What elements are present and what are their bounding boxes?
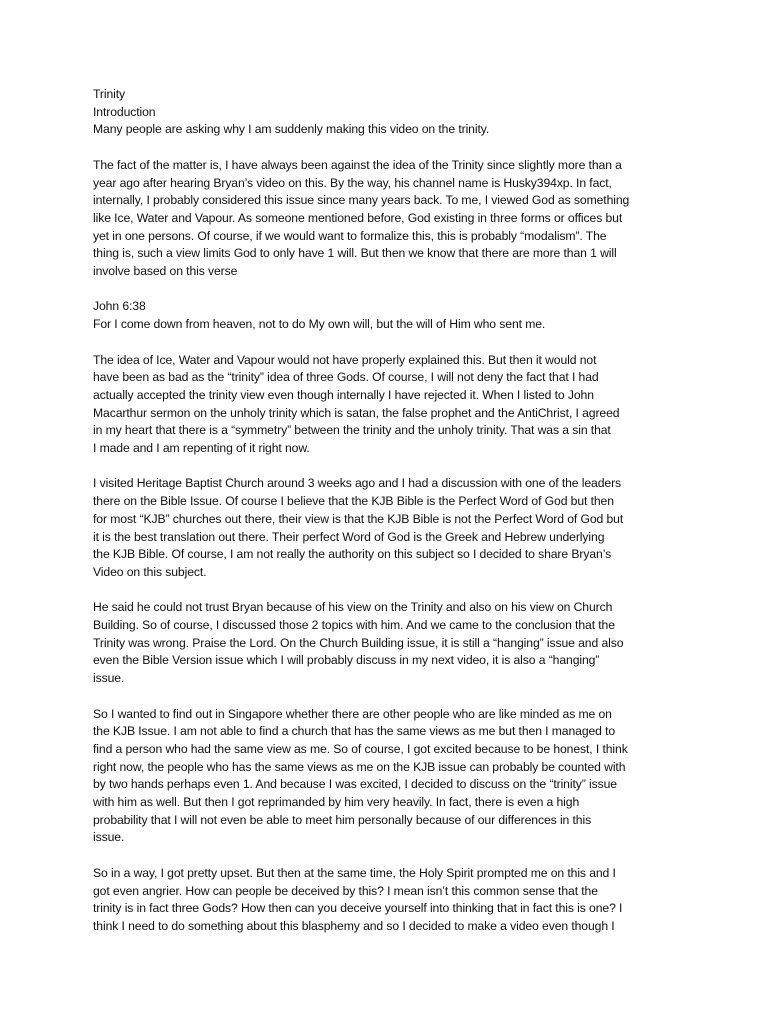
- paragraph-gap: [93, 582, 678, 600]
- document-title: Trinity: [93, 87, 126, 101]
- paragraph-gap: [93, 281, 678, 299]
- paragraph-1: [93, 157, 678, 281]
- text-line: issue.: [93, 830, 125, 845]
- verse-block: [93, 298, 678, 333]
- text-line: right now, the people who has the same views as me on the KJB issue can probably be counted with: [93, 759, 626, 774]
- paragraph-gap: [93, 458, 678, 476]
- text-line: the KJB Issue. I am not able to find a church that has the same views as me but then I managed to: [93, 724, 616, 739]
- section-heading: Introduction: [93, 104, 156, 119]
- text-line: The idea of Ice, Water and Vapour would not have properly explained this. But then it would not: [93, 352, 597, 367]
- text-line: issue.: [93, 671, 125, 686]
- text-line: probability that I will not even be able to meet him personally because of our differences in this: [93, 812, 592, 827]
- text-line: I visited Heritage Baptist Church around 3 weeks ago and I had a discussion with one of the leaders: [93, 476, 622, 491]
- text-line: year ago after hearing Bryan’s video on this. By the way, his channel name is Husky394xp. In fact,: [93, 175, 612, 190]
- paragraph-6: [93, 865, 678, 936]
- text-line: Macarthur sermon on the unholy trinity which is satan, the false prophet and the AntiChrist, I agreed: [93, 405, 620, 420]
- text-line: Building. So of course, I discussed those 2 topics with him. And we came to the conclusion that the: [93, 618, 615, 633]
- paragraph-3: [93, 475, 678, 581]
- text-line: by two hands perhaps even 1. And because I was excited, I decided to discuss on the “trinity” issue: [93, 777, 617, 792]
- text-line: yet in one persons. Of course, if we would want to formalize this, this is probably “modalism”. The: [93, 228, 607, 243]
- text-line: So I wanted to find out in Singapore whether there are other people who are like minded as me on: [93, 706, 612, 721]
- paragraph-gap: [93, 334, 678, 352]
- text-line: got even angrier. How can people be deceived by this? I mean isn’t this common sense that the: [93, 883, 598, 898]
- text-line: I made and I am repenting of it right now.: [93, 441, 310, 456]
- text-line: trinity is in fact three Gods? How then can you deceive yourself into thinking that in fact this is one? I: [93, 901, 623, 916]
- paragraph-4: [93, 599, 678, 688]
- text-line: Trinity was wrong. Praise the Lord. On the Church Building issue, it is still a “hanging” issue and also: [93, 635, 624, 650]
- paragraph-gap: [93, 139, 678, 157]
- paragraph-2: [93, 352, 678, 458]
- paragraph-gap: [93, 688, 678, 706]
- intro-line: Many people are asking why I am suddenly making this video on the trinity.: [93, 122, 490, 137]
- text-line: in my heart that there is a “symmetry” between the trinity and the unholy trinity. That was a sin that: [93, 423, 611, 438]
- text-line: think I need to do something about this blasphemy and so I decided to make a video even though I: [93, 918, 615, 933]
- text-line: actually accepted the trinity view even though internally I have rejected it. When I listed to John: [93, 387, 594, 402]
- text-line: Video on this subject.: [93, 564, 207, 579]
- text-line: the KJB Bible. Of course, I am not really the authority on this subject so I decided to share Bryan’s: [93, 547, 612, 562]
- text-line: thing is, such a view limits God to only have 1 will. But then we know that there are more than 1 will: [93, 246, 617, 261]
- text-line: have been as bad as the “trinity” idea of three Gods. Of course, I will not deny the fact that I had: [93, 370, 599, 385]
- text-line: The fact of the matter is, I have always been against the idea of the Trinity since slightly more than a: [93, 157, 622, 172]
- text-line: for most “KJB” churches out there, their view is that the KJB Bible is not the Perfect Word of God but: [93, 511, 624, 526]
- text-line: So in a way, I got pretty upset. But then at the same time, the Holy Spirit prompted me on this and I: [93, 865, 616, 880]
- paragraph-gap: [93, 847, 678, 865]
- document-body: [93, 86, 678, 936]
- text-line: involve based on this verse: [93, 264, 238, 279]
- text-line: with him as well. But then I got reprimanded by him very heavily. In fact, there is even a high: [93, 795, 580, 810]
- text-line: He said he could not trust Bryan because of his view on the Trinity and also on his view on Church: [93, 600, 613, 615]
- paragraph-5: [93, 706, 678, 848]
- text-line: there on the Bible Issue. Of course I believe that the KJB Bible is the Perfect Word of God but then: [93, 494, 614, 509]
- verse-reference: John 6:38: [93, 299, 146, 314]
- text-line: internally, I probably considered this issue since many years back. To me, I viewed God as something: [93, 193, 630, 208]
- verse-text: For I come down from heaven, not to do My own will, but the will of Him who sent me.: [93, 317, 546, 332]
- text-line: like Ice, Water and Vapour. As someone mentioned before, God existing in three forms or offices but: [93, 210, 623, 225]
- text-line: it is the best translation out there. Their perfect Word of God is the Greek and Hebrew underlying: [93, 529, 605, 544]
- text-line: find a person who had the same view as me. So of course, I got excited because to be honest, I think: [93, 741, 628, 756]
- text-line: even the Bible Version issue which I will probably discuss in my next video, it is also a “hanging”: [93, 653, 600, 668]
